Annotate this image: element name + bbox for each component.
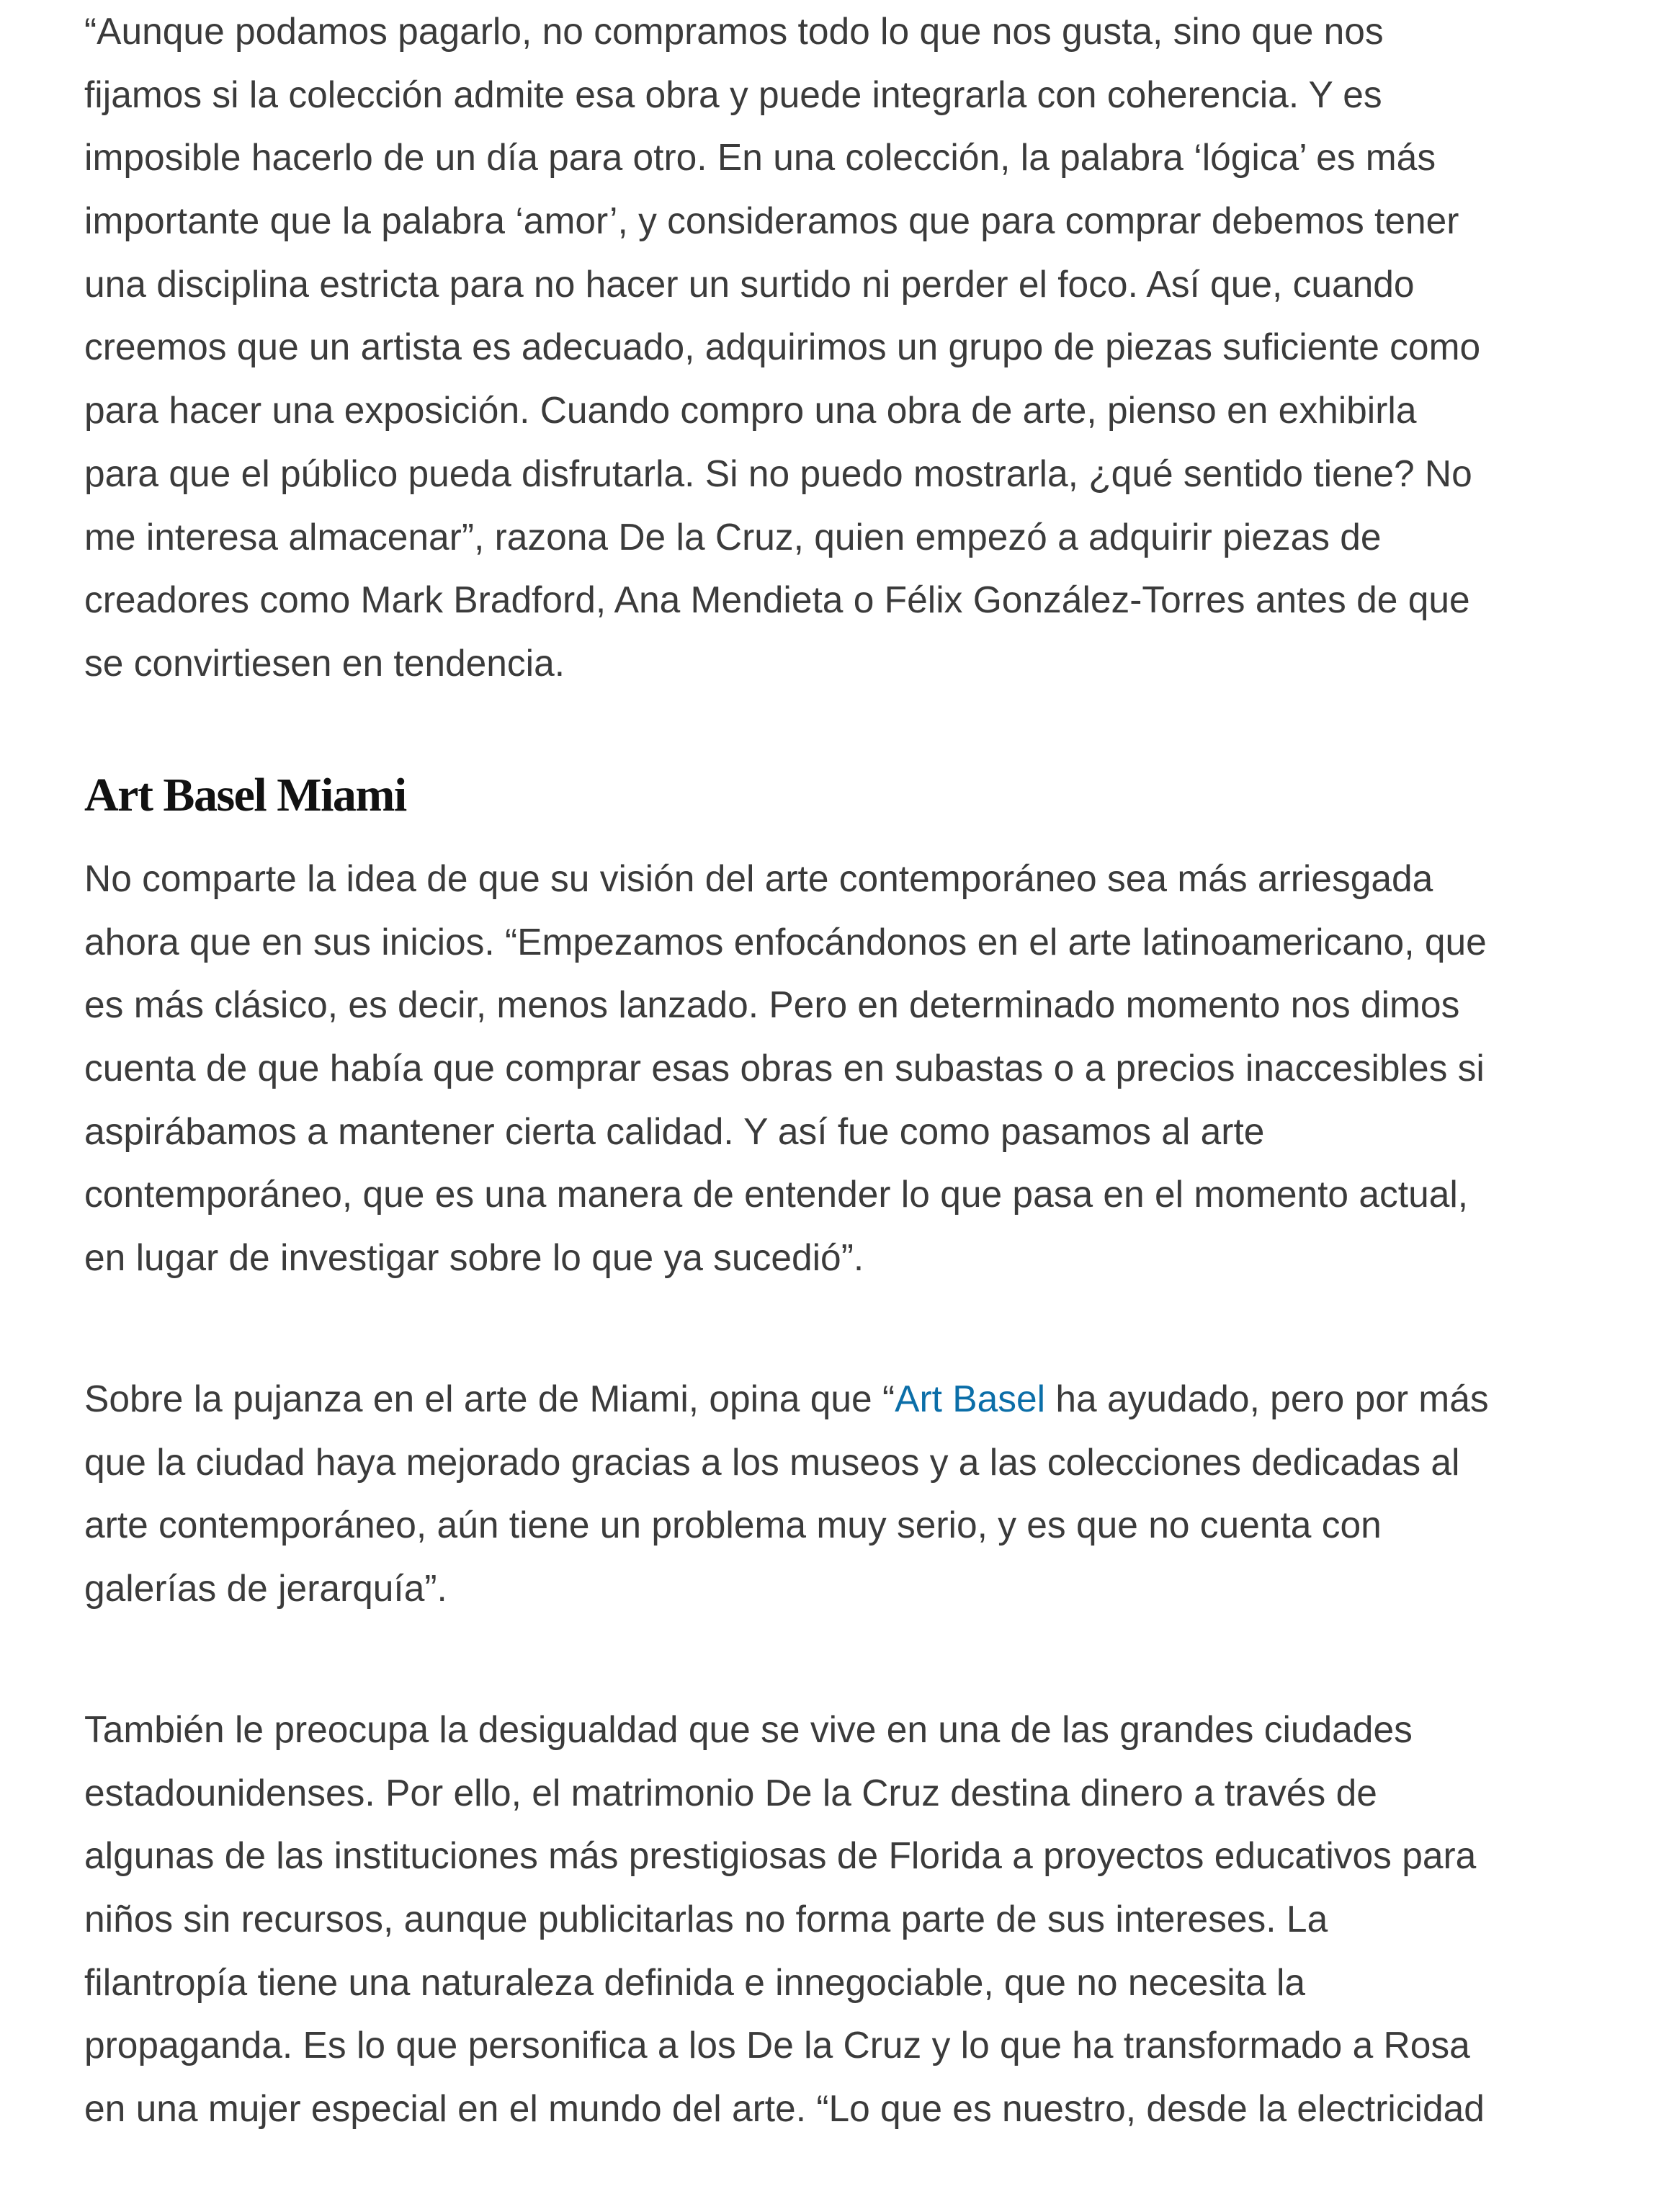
text-line: También le preocupa la desigualdad que se vive en una de las grandes ciudades — [84, 1708, 1413, 1750]
text-line: estadounidenses. Por ello, el matrimonio De la Cruz destina dinero a través de — [84, 1771, 1377, 1814]
text-fragment: Sobre la pujanza en el arte de Miami, opina que “ — [84, 1378, 895, 1419]
text-line: filantropía tiene una naturaleza definida e innegociable, que no necesita la — [84, 1961, 1306, 2003]
text-line: fijamos si la colección admite esa obra y puede integrarla con coherencia. Y es — [84, 73, 1382, 115]
paragraph-philanthropy — [84, 1698, 1485, 2141]
text-line: niños sin recursos, aunque publicitarlas no forma parte de sus intereses. La — [84, 1898, 1328, 1940]
text-line: una disciplina estricta para no hacer un surtido ni perder el foco. Así que, cuando — [84, 262, 1415, 305]
text-line: cuenta de que había que comprar esas obras en subastas o a precios inaccesibles si — [84, 1047, 1485, 1089]
text-line: arte contemporáneo, aún tiene un problema muy serio, y es que no cuenta con — [84, 1504, 1382, 1546]
text-line: me interesa almacenar”, razona De la Cruz, quien empezó a adquirir piezas de — [84, 515, 1382, 558]
text-line: ahora que en sus inicios. “Empezamos enfocándonos en el arte latinoamericano, que — [84, 920, 1487, 963]
paragraph-miami-art — [84, 1368, 1489, 1620]
text-line: galerías de jerarquía”. — [84, 1567, 447, 1610]
text-line: se convirtiesen en tendencia. — [84, 641, 565, 684]
paragraph-contemporary-art — [84, 847, 1487, 1290]
text-line: es más clásico, es decir, menos lanzado. Pero en determinado momento nos dimos — [84, 984, 1460, 1026]
text-line: para hacer una exposición. Cuando compro una obra de arte, pienso en exhibirla — [84, 389, 1417, 432]
section-heading: Art Basel Miami — [84, 769, 406, 821]
text-line: que la ciudad haya mejorado gracias a los museos y a las colecciones dedicadas al — [84, 1440, 1460, 1483]
text-line: en lugar de investigar sobre lo que ya sucedió”. — [84, 1236, 864, 1279]
text-fragment: ha ayudado, pero por más — [1045, 1378, 1489, 1419]
text-line: creemos que un artista es adecuado, adquirimos un grupo de piezas suficiente como — [84, 326, 1481, 368]
text-line: contemporáneo, que es una manera de entender lo que pasa en el momento actual, — [84, 1173, 1469, 1216]
text-line: importante que la palabra ‘amor’, y consideramos que para comprar debemos tener — [84, 200, 1459, 242]
text-line: algunas de las instituciones más prestigiosas de Florida a proyectos educativos para — [84, 1834, 1477, 1877]
text-line: aspirábamos a mantener cierta calidad. Y así fue como pasamos al arte — [84, 1110, 1265, 1152]
art-basel-link[interactable]: Art Basel — [895, 1378, 1046, 1419]
text-line: imposible hacerlo de un día para otro. En una colección, la palabra ‘lógica’ es más — [84, 136, 1436, 179]
text-line: para que el público pueda disfrutarla. Si no puedo mostrarla, ¿qué sentido tiene? No — [84, 452, 1472, 494]
text-line: propaganda. Es lo que personifica a los De la Cruz y lo que ha transformado a Rosa — [84, 2024, 1470, 2066]
text-line — [84, 1368, 1489, 1431]
text-line: creadores como Mark Bradford, Ana Mendieta o Félix González-Torres antes de que — [84, 579, 1470, 621]
paragraph-collection-logic — [84, 0, 1480, 695]
text-line: en una mujer especial en el mundo del arte. “Lo que es nuestro, desde la electricidad — [84, 2087, 1485, 2130]
text-line: “Aunque podamos pagarlo, no compramos todo lo que nos gusta, sino que nos — [84, 10, 1384, 52]
text-line: No comparte la idea de que su visión del arte contemporáneo sea más arriesgada — [84, 857, 1433, 899]
